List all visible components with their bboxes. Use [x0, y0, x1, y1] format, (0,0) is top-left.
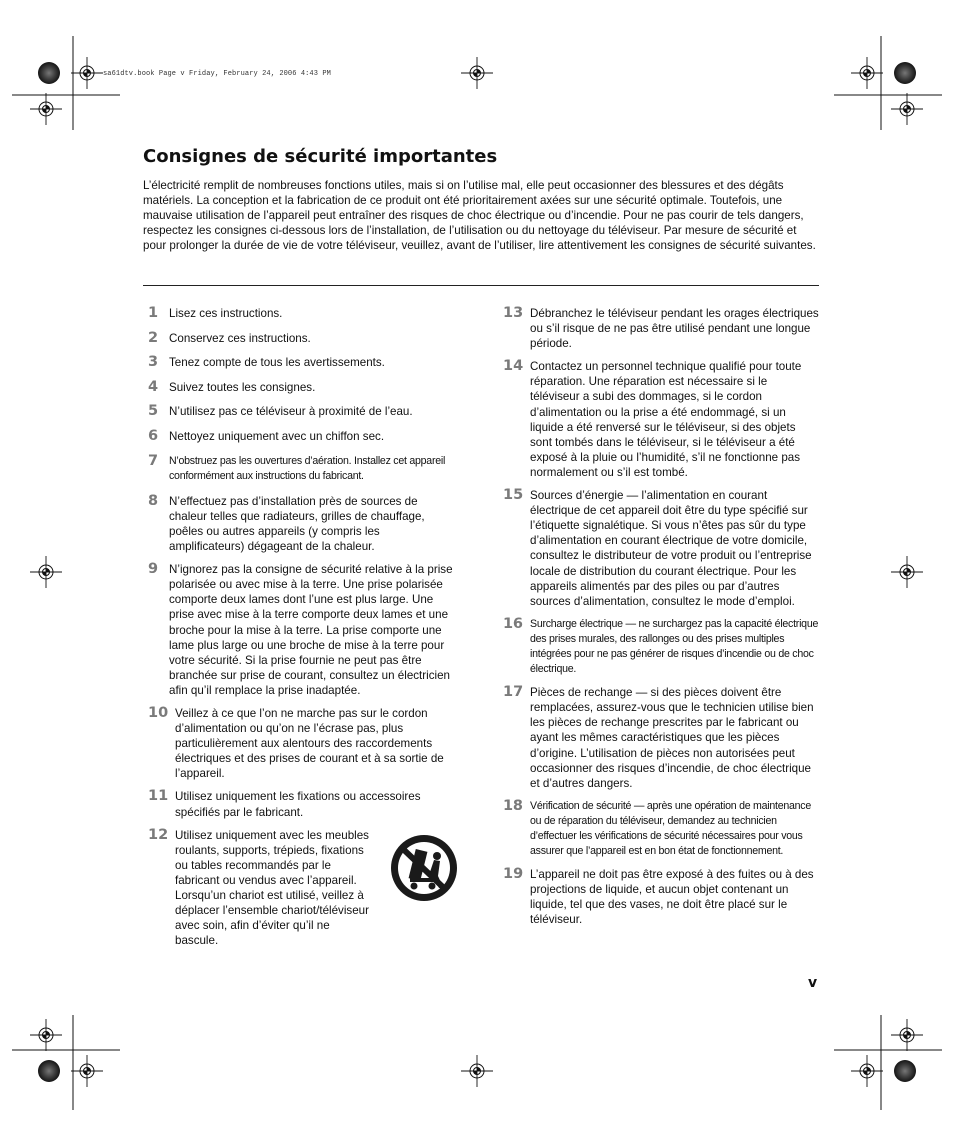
- item-number: 16: [503, 615, 523, 632]
- item-number: 7: [148, 452, 158, 469]
- item-number: 17: [503, 684, 524, 701]
- item-text: Surcharge électrique — ne surchargez pas la capacité électrique des prises murales, des rallonges ou des prises multiples intégrées pour ne pas générer de risques d’incendie ou de choc électrique.: [530, 617, 819, 676]
- item-number: 13: [503, 305, 524, 321]
- file-header-line: sa61dtv.book Page v Friday, February 24, 2006 4:43 PM: [103, 70, 331, 78]
- instruction-item: [148, 306, 456, 321]
- instruction-item: [503, 867, 819, 927]
- instruction-item: [148, 404, 456, 419]
- instruction-item: [148, 429, 456, 444]
- item-text: Lisez ces instructions.: [169, 307, 283, 320]
- page-number: v: [808, 975, 818, 991]
- item-number: 10: [148, 704, 169, 721]
- section-divider: [143, 285, 819, 286]
- item-number: 5: [148, 403, 159, 420]
- item-text: Veillez à ce que l’on ne marche pas sur le cordon d’alimentation ou qu’on ne l’écrase pas, plus particulièrement aux alentours des raccordements électriques et des prises de courant et à sa sortie de l’appareil.: [175, 706, 444, 781]
- item-text: N’utilisez pas ce téléviseur à proximité de l’eau.: [169, 405, 413, 419]
- item-text: Sources d’énergie — l’alimentation en courant électrique de cet appareil doit être du type spécifié sur l’étiquette signalétique. Si vous n’êtes pas sûr du type d’alimentation en courant électrique de votre domicile, consultez le distributeur de votre produit ou l’entreprise locale de distribution du courant électrique. Pour les appareils alimentés par des piles ou par d’autres sources d’alimentation, consultez le mode d’emploi.: [530, 489, 812, 608]
- instruction-item: [148, 828, 456, 949]
- left-column: [148, 306, 456, 948]
- instruction-item: [148, 380, 456, 395]
- item-number: 12: [148, 826, 169, 843]
- item-text: Nettoyez uniquement avec un chiffon sec.: [169, 429, 385, 443]
- item-number: 18: [503, 797, 523, 814]
- instruction-item: [148, 355, 456, 370]
- item-text: N’ignorez pas la consigne de sécurité relative à la prise polarisée ou avec mise à la terre. Une prise polarisée comporte deux lames dont l’une est plus large. Une prise avec mise à la terre comporte deux lames et une broche pour la mise à la terre. La prise comporte une lame plus large ou une broche de mise à la terre pour votre sécurité. Si la prise fournie ne peut pas être branchée sur prise de courant, consultez un électricien afin qu’il remplace la prise inadaptée.: [169, 563, 453, 697]
- instruction-item: [503, 488, 819, 609]
- item-text: Conservez ces instructions.: [169, 331, 311, 345]
- item-text: L’appareil ne doit pas être exposé à des fuites ou à des projections de liquide, et aucun objet contenant un liquide, tel que des vases, ne doit être placé sur le téléviseur.: [530, 868, 814, 927]
- page-title: Consignes de sécurité importantes: [143, 146, 498, 167]
- instruction-item: [148, 454, 456, 484]
- instruction-item: [148, 494, 456, 554]
- item-number: 14: [503, 358, 524, 375]
- item-text: Suivez toutes les consignes.: [169, 380, 316, 394]
- item-number: 19: [503, 866, 524, 883]
- item-text: Vérification de sécurité — après une opération de maintenance ou de réparation du téléviseur, demandez au technicien d’effectuer les vérifications de sécurité nécessaires pour vous assurer que l’appareil est en bon état de fonctionnement.: [530, 799, 811, 858]
- instruction-item: [148, 562, 456, 698]
- item-number: 2: [148, 329, 159, 346]
- instruction-item: [503, 799, 819, 859]
- item-number: 11: [148, 788, 169, 805]
- item-text: Débranchez le téléviseur pendant les orages électriques ou s’il risque de ne pas être utilisé pendant une longue période.: [530, 307, 819, 351]
- instruction-item: [503, 306, 819, 351]
- item-number: 3: [148, 354, 159, 371]
- instruction-item: [503, 617, 819, 677]
- intro-paragraph: L’électricité remplit de nombreuses fonctions utiles, mais si on l’utilise mal, elle peut occasionner des blessures et des dégâts matériels. La conception et la fabrication de ce produit ont été prioritairement axées sur une sécurité optimale. Toutefois, une mauvaise utilisation de l’appareil peut entraîner des risques de choc électrique ou d’incendie. Pour ne pas courir de tels dangers, respectez les consignes ci-dessous lors de l’installation, de l’utilisation ou du nettoyage du téléviseur. Par mesure de sécurité et pour prolonger la durée de vie de votre téléviseur, veuillez, avant de l’utiliser, lire attentivement les consignes de sécurité suivantes.: [143, 179, 816, 253]
- instruction-item: [148, 331, 456, 346]
- item-number: 15: [503, 487, 524, 504]
- instruction-item: [503, 685, 819, 791]
- item-text: Pièces de rechange — si des pièces doivent être remplacées, assurez-vous que le technicien utilise bien les pièces de rechange prescrites par le fabricant ou ayant les mêmes caractéristiques que les pièces d’origine. L’utilisation de pièces non autorisées peut occasionner des risques d’incendie, de choc électrique et d’autres dangers.: [530, 686, 814, 790]
- cart-tip-over-warning-icon: [388, 832, 460, 904]
- item-number: 9: [148, 561, 159, 578]
- item-text: Utilisez uniquement avec les meubles roulants, supports, trépieds, fixations ou tables recommandés par le fabricant ou vendus avec l’appareil. Lorsqu’un chariot est utilisé, veillez à déplacer l’ensemble chariot/téléviseur avec soin, afin d’éviter qu’il ne bascule.: [175, 828, 369, 948]
- instruction-item: [503, 359, 819, 480]
- instruction-item: [148, 789, 456, 819]
- item-text: Contactez un personnel technique qualifié pour toute réparation. Une réparation est nécessaire si le téléviseur a subi des dommages, si le cordon d’alimentation ou la prise a été endommagé, si un liquide a été renversé sur le téléviseur, si des objets sont tombés dans le téléviseur, si le téléviseur a été exposé à la pluie ou l’humidité, s’il ne fonctionne pas normalement ou s’il est tombé.: [530, 360, 802, 479]
- item-text: N’obstruez pas les ouvertures d’aération. Installez cet appareil conformément aux instructions du fabricant.: [169, 454, 446, 482]
- item-number: 1: [148, 305, 159, 321]
- item-text: N’effectuez pas d’installation près de sources de chaleur telles que radiateurs, grilles de chauffage, poêles ou autres appareils (y compris les amplificateurs) dégageant de la chaleur.: [169, 494, 425, 554]
- item-number: 4: [148, 378, 159, 395]
- item-number: 8: [148, 492, 159, 509]
- item-number: 6: [148, 427, 159, 444]
- right-column: [503, 306, 819, 928]
- item-text: Tenez compte de tous les avertissements.: [169, 356, 385, 370]
- instruction-item: [148, 706, 456, 781]
- item-text: Utilisez uniquement les fixations ou accessoires spécifiés par le fabricant.: [175, 790, 421, 819]
